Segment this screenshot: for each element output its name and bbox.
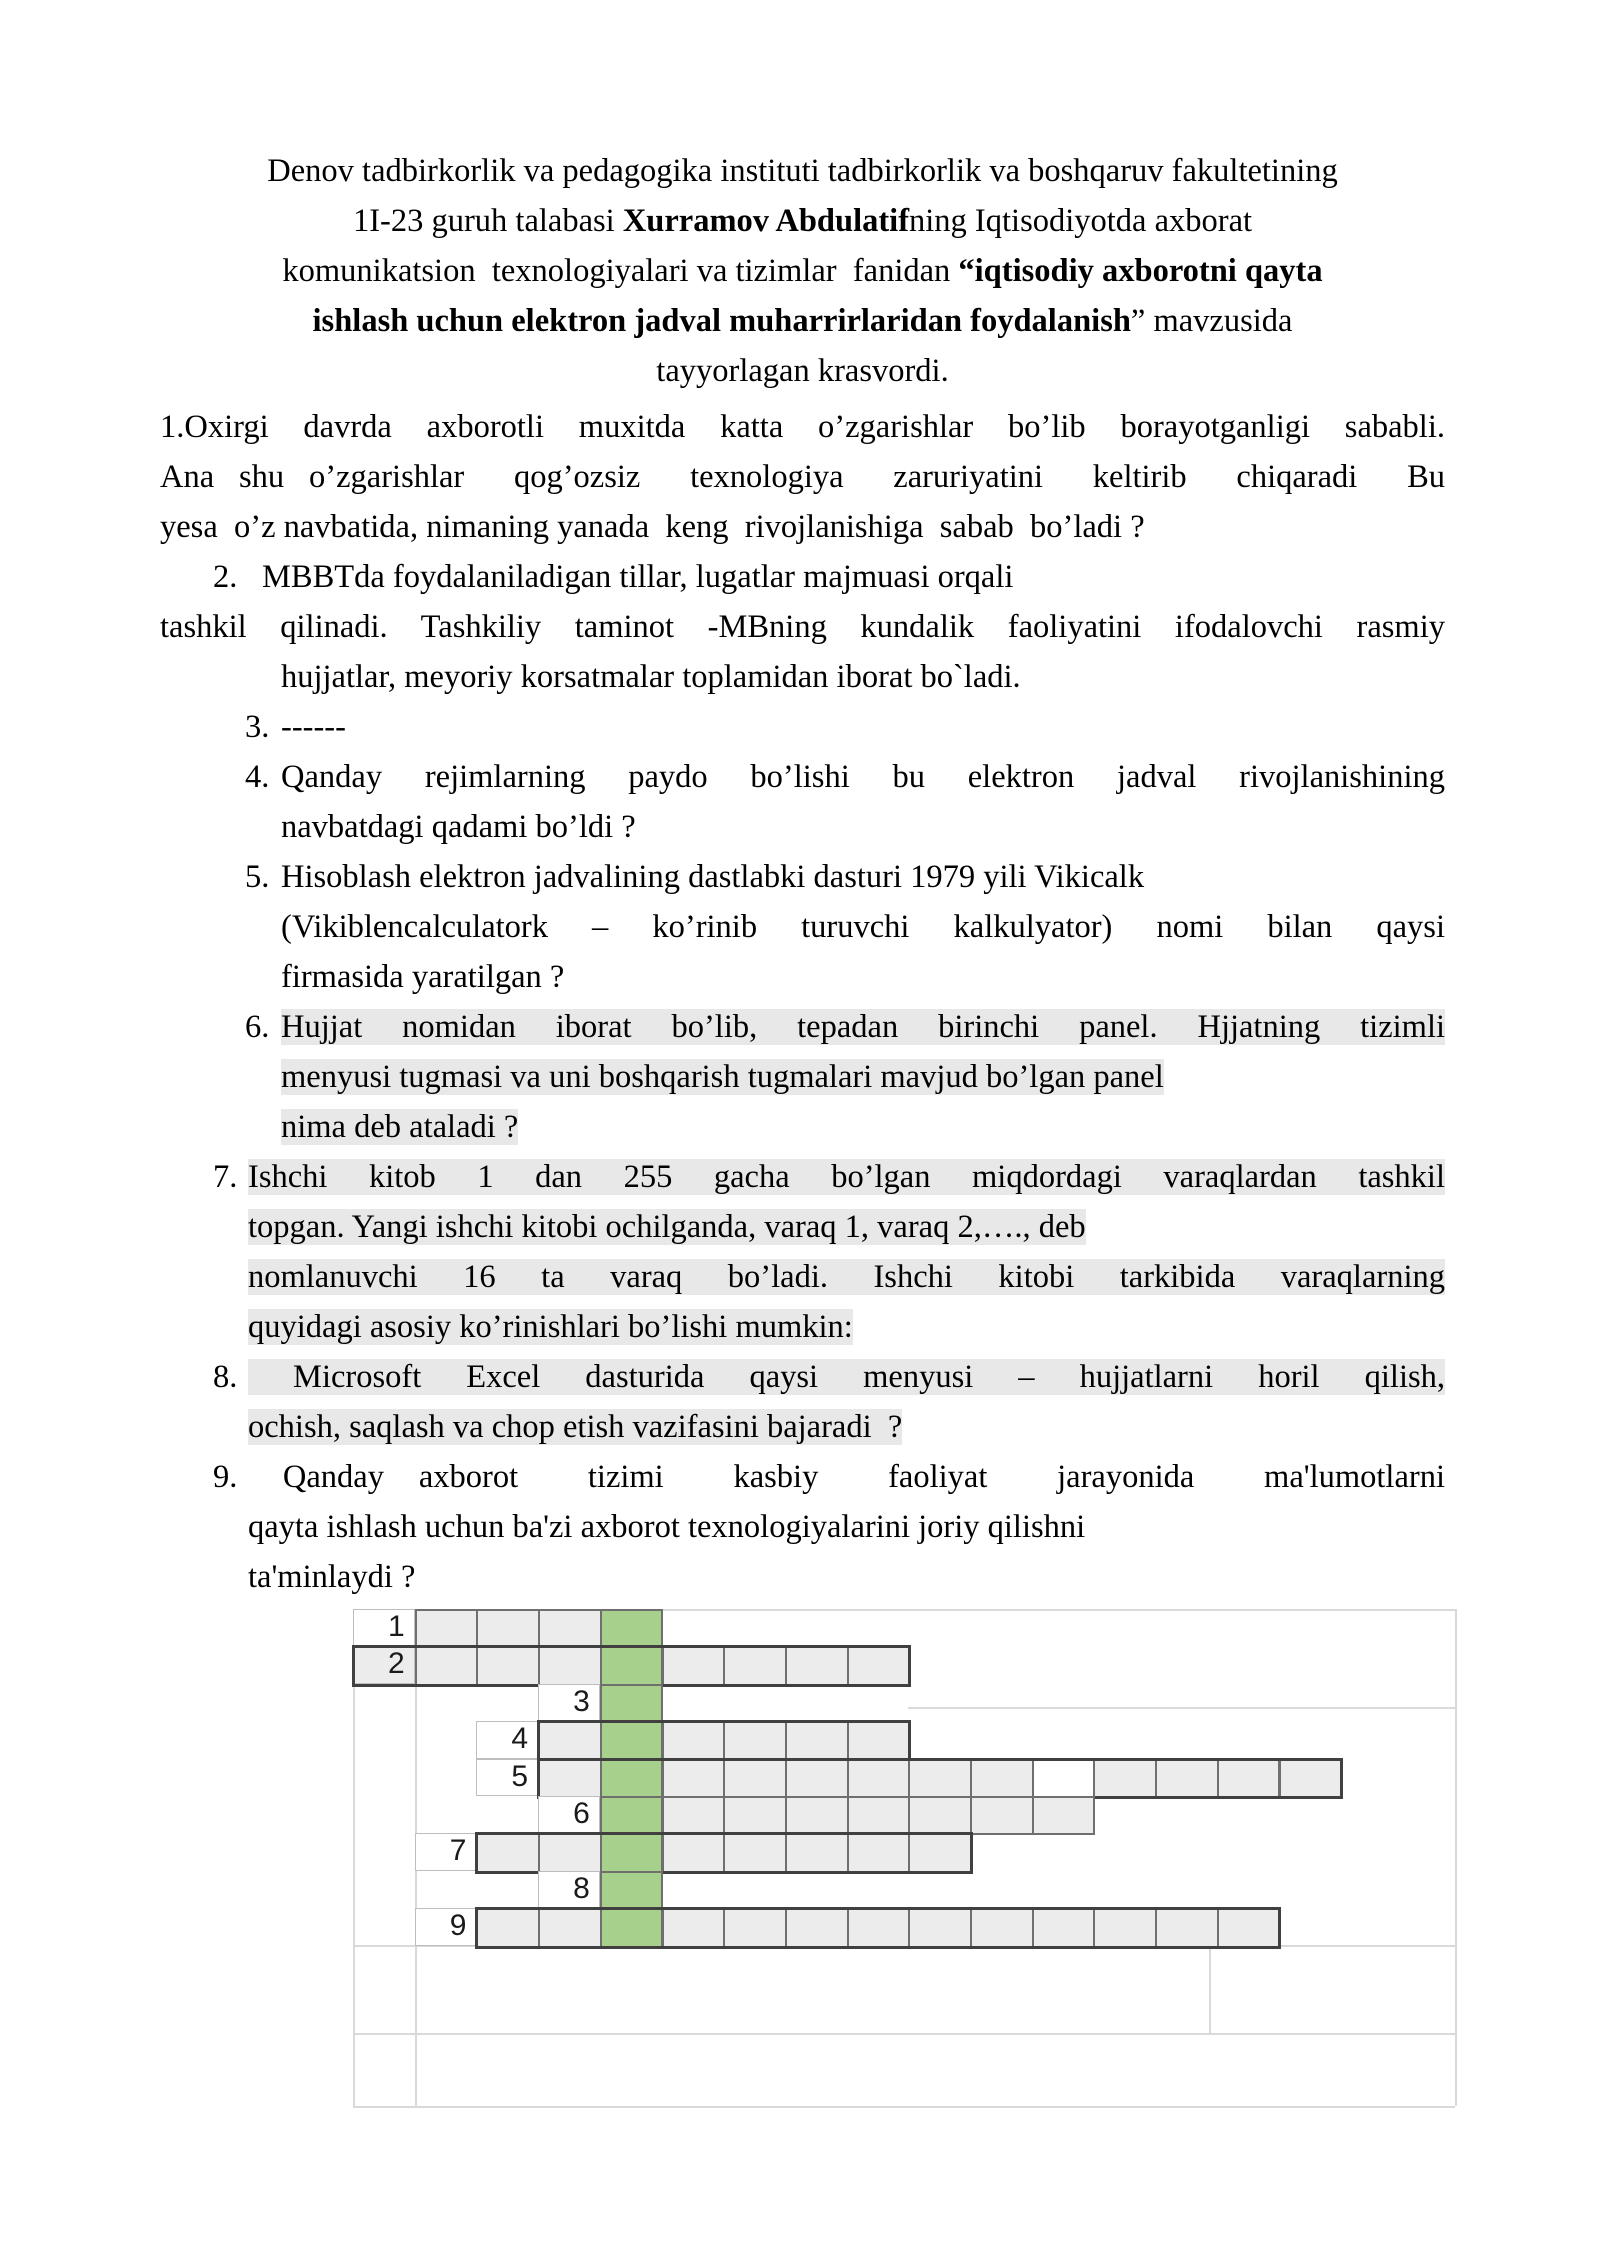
highlighted-question-text: topgan. Yangi ishchi kitobi ochilganda, varaq 1, varaq 2,…., deb	[248, 1209, 1086, 1245]
text-line	[0, 702, 1600, 752]
question-text-container	[248, 1552, 1445, 1602]
question-number: 5.	[245, 859, 270, 895]
crossword-letter-cell	[1155, 1759, 1219, 1798]
text-line	[0, 652, 1600, 702]
crossword-letter-cell	[476, 1908, 540, 1947]
question-text: navbatdagi qadami bo’ldi ?	[281, 809, 636, 845]
crossword-letter-cell	[538, 1721, 602, 1760]
title-text: 1I-23 guruh talabasi	[352, 203, 623, 239]
text-line	[0, 1202, 1600, 1252]
text-line	[0, 602, 1600, 652]
question-text-container	[248, 1202, 1445, 1252]
question-text-container	[160, 502, 1445, 552]
title-line	[160, 246, 1445, 296]
text-line	[0, 902, 1600, 952]
question-number: 7.	[213, 1159, 238, 1195]
question-text-container	[248, 1402, 1445, 1452]
title-text: Denov tadbirkorlik va pedagogika instituti tadbirkorlik va boshqaruv fakultetining	[267, 153, 1338, 189]
text-line	[0, 1402, 1600, 1452]
question-text: yesa o’z navbatida, nimaning yanada keng rivojlanishiga sabab bo’ladi ?	[160, 509, 1145, 545]
crossword-letter-cell	[476, 1833, 540, 1872]
crossword-letter-cell	[785, 1759, 849, 1798]
question-text: qayta ishlash uchun ba'zi axborot texnologiyalarini joriy qilishni	[248, 1509, 1086, 1545]
question-text-container	[281, 952, 1445, 1002]
crossword-letter-cell	[785, 1796, 849, 1835]
crossword-answer-cell	[600, 1908, 664, 1947]
question-text-container	[248, 1352, 1445, 1402]
text-line	[0, 1302, 1600, 1352]
question-text: hujjatlar, meyoriy korsatmalar toplamidan iborat bo`ladi.	[281, 659, 1021, 695]
crossword-row-label: 4	[476, 1721, 538, 1758]
question-text-container	[160, 602, 1445, 652]
question-text: (Vikiblencalculatork – ko’rinib turuvchi kalkulyator) nomi bilan qaysi	[281, 909, 1445, 945]
text-line	[0, 1352, 1600, 1402]
crossword-letter-cell	[1032, 1908, 1096, 1947]
highlighted-question-text: ochish, saqlash va chop etish vazifasini bajaradi ?	[248, 1409, 903, 1445]
crossword-letter-cell	[662, 1908, 726, 1947]
crossword-letter-cell	[723, 1796, 787, 1835]
question-text-container	[262, 552, 1445, 602]
crossword-letter-cell	[847, 1646, 911, 1685]
crossword-answer-cell	[600, 1609, 664, 1648]
crossword-letter-cell	[538, 1646, 602, 1685]
question-text-container	[281, 752, 1445, 802]
highlighted-question-text: Microsoft Excel dasturida qaysi menyusi – hujjatlarni horil qilish,	[248, 1359, 1445, 1395]
question-text: Hisoblash elektron jadvalining dastlabki dasturi 1979 yili Vikicalk	[281, 859, 1145, 895]
text-line	[0, 1102, 1600, 1152]
crossword-letter-cell	[908, 1796, 972, 1835]
question-text-container	[281, 852, 1445, 902]
question-text-container	[248, 1302, 1445, 1352]
title-line	[160, 296, 1445, 346]
crossword-row-label: 1	[353, 1609, 415, 1646]
text-line	[0, 552, 1600, 602]
title-text: ” mavzusida	[1130, 303, 1293, 339]
question-text-container	[248, 1452, 1445, 1502]
text-line	[0, 502, 1600, 552]
question-text: tashkil qilinadi. Tashkiliy taminot -MBning kundalik faoliyatini ifodalovchi rasmiy	[160, 609, 1445, 645]
text-line	[0, 752, 1600, 802]
title-text: komunikatsion texnologiyalari va tizimlar fanidan	[282, 253, 959, 289]
crossword-letter-cell	[847, 1833, 911, 1872]
crossword-letter-cell	[723, 1759, 787, 1798]
question-number: 2.	[213, 559, 238, 595]
crossword-letter-cell	[785, 1646, 849, 1685]
title-text: tayyorlagan krasvordi.	[656, 353, 949, 389]
crossword-letter-cell	[538, 1908, 602, 1947]
crossword-row-label: 6	[538, 1796, 600, 1833]
question-text-container	[281, 1102, 1445, 1152]
text-line	[0, 1502, 1600, 1552]
crossword-answer-cell	[600, 1871, 664, 1910]
crossword-letter-cell	[847, 1721, 911, 1760]
crossword-letter-cell	[785, 1833, 849, 1872]
crossword-answer-cell	[600, 1759, 664, 1798]
highlighted-question-text: Ishchi kitob 1 dan 255 gacha bo’lgan miqdordagi varaqlardan tashkil	[248, 1159, 1445, 1195]
crossword-answer-cell	[600, 1646, 664, 1685]
question-text-container	[281, 1002, 1445, 1052]
text-line	[0, 802, 1600, 852]
crossword-row-label: 8	[538, 1871, 600, 1908]
crossword-letter-cell	[1093, 1908, 1157, 1947]
crossword-letter-cell	[538, 1609, 602, 1648]
crossword-letter-cell	[847, 1908, 911, 1947]
highlighted-question-text: nomlanuvchi 16 ta varaq bo’ladi. Ishchi kitobi tarkibida varaqlarning	[248, 1259, 1445, 1295]
crossword-letter-cell	[908, 1759, 972, 1798]
title-line	[160, 146, 1445, 196]
spreadsheet-gridline	[353, 2106, 1455, 2108]
text-line	[0, 852, 1600, 902]
question-text-container	[281, 802, 1445, 852]
crossword-letter-cell	[785, 1721, 849, 1760]
question-text-container	[281, 702, 1445, 752]
question-number: 6.	[245, 1009, 270, 1045]
question-text: 1.Oxirgi davrda axborotli muxitda katta o’zgarishlar bo’lib borayotganligi sababli.	[160, 409, 1445, 445]
question-text-container	[281, 652, 1445, 702]
text-line	[0, 1552, 1600, 1602]
title-text: ning Iqtisodiyotda axborat	[909, 203, 1253, 239]
spreadsheet-gridline	[353, 2033, 1455, 2035]
crossword-letter-cell	[662, 1646, 726, 1685]
title-line	[160, 196, 1445, 246]
highlighted-question-text: quyidagi asosiy ko’rinishlari bo’lishi mumkin:	[248, 1309, 853, 1345]
crossword-row-label: 5	[476, 1759, 538, 1796]
question-number: 9.	[213, 1459, 238, 1495]
spreadsheet-gridline	[1209, 1945, 1211, 2033]
question-text-container	[160, 452, 1445, 502]
crossword-letter-cell	[723, 1721, 787, 1760]
question-text: ta'minlaydi ?	[248, 1559, 416, 1595]
crossword-letter-cell	[415, 1609, 479, 1648]
crossword-letter-cell	[1155, 1908, 1219, 1947]
text-line	[0, 952, 1600, 1002]
text-line	[0, 452, 1600, 502]
title-line	[160, 346, 1445, 396]
question-text-container	[160, 402, 1445, 452]
crossword-letter-cell	[1032, 1796, 1096, 1835]
crossword-letter-cell	[662, 1721, 726, 1760]
crossword-letter-cell	[1217, 1759, 1281, 1798]
text-line	[0, 1252, 1600, 1302]
highlighted-question-text: menyusi tugmasi va uni boshqarish tugmalari mavjud bo’lgan panel	[281, 1059, 1164, 1095]
question-text: MBBTda foydalaniladigan tillar, lugatlar majmuasi orqali	[262, 559, 1014, 595]
crossword-letter-cell	[538, 1833, 602, 1872]
spreadsheet-gridline	[415, 1684, 417, 2106]
crossword-letter-cell	[415, 1646, 479, 1685]
crossword-answer-cell	[600, 1796, 664, 1835]
crossword-letter-cell	[970, 1908, 1034, 1947]
text-line	[0, 1152, 1600, 1202]
crossword-letter-cell	[908, 1833, 972, 1872]
crossword-gap-cell	[1032, 1759, 1096, 1798]
spreadsheet-gridline	[908, 1707, 1455, 1709]
crossword-letter-cell	[723, 1833, 787, 1872]
text-line	[0, 402, 1600, 452]
spreadsheet-gridline	[1455, 1609, 1457, 2106]
question-number: 8.	[213, 1359, 238, 1395]
crossword-letter-cell	[662, 1759, 726, 1798]
crossword-answer-cell	[600, 1684, 664, 1723]
question-text: ------	[281, 709, 346, 745]
highlighted-question-text: nima deb ataladi ?	[281, 1109, 519, 1145]
question-text-container	[281, 1052, 1445, 1102]
crossword-row-label: 9	[415, 1908, 477, 1945]
question-number: 4.	[245, 759, 270, 795]
crossword-letter-cell	[785, 1908, 849, 1947]
question-text-container	[248, 1152, 1445, 1202]
question-text: Qanday rejimlarning paydo bo’lishi bu elektron jadval rivojlanishining	[281, 759, 1445, 795]
question-text-container	[248, 1502, 1445, 1552]
question-text: Qanday axborot tizimi kasbiy faoliyat jarayonida ma'lumotlarni	[248, 1459, 1445, 1495]
crossword-letter-cell	[538, 1759, 602, 1798]
crossword-letter-cell	[662, 1833, 726, 1872]
crossword-letter-cell	[847, 1759, 911, 1798]
crossword-letter-cell	[908, 1908, 972, 1947]
question-text-container	[281, 902, 1445, 952]
crossword-row-label: 2	[353, 1646, 415, 1683]
text-line	[0, 1052, 1600, 1102]
crossword-row-label: 7	[415, 1833, 477, 1870]
question-text: Ana shu o’zgarishlar qog’ozsiz texnologiya zaruriyatini keltirib chiqaradi Bu	[160, 459, 1445, 495]
crossword-letter-cell	[476, 1646, 540, 1685]
question-text-container	[248, 1252, 1445, 1302]
question-text: firmasida yaratilgan ?	[281, 959, 565, 995]
crossword-letter-cell	[476, 1609, 540, 1648]
crossword-letter-cell	[1279, 1759, 1343, 1798]
text-line	[0, 1452, 1600, 1502]
crossword-row-label: 3	[538, 1684, 600, 1721]
crossword-letter-cell	[970, 1759, 1034, 1798]
title-bold-text: Xurramov Abdulatif	[622, 203, 910, 239]
title-block	[160, 146, 1445, 396]
highlighted-question-text: Hujjat nomidan iborat bo’lib, tepadan birinchi panel. Hjjatning tizimli	[281, 1009, 1445, 1045]
title-bold-text: ishlash uchun elektron jadval muharrirlaridan foydalanish	[312, 303, 1131, 339]
crossword-letter-cell	[847, 1796, 911, 1835]
title-bold-text: “iqtisodiy axborotni qayta	[958, 253, 1323, 289]
question-number: 3.	[245, 709, 270, 745]
crossword-letter-cell	[970, 1796, 1034, 1835]
text-line	[0, 1002, 1600, 1052]
crossword-answer-cell	[600, 1833, 664, 1872]
crossword-letter-cell	[723, 1646, 787, 1685]
crossword-letter-cell	[662, 1796, 726, 1835]
crossword-answer-cell	[600, 1721, 664, 1760]
crossword-letter-cell	[1217, 1908, 1281, 1947]
crossword-letter-cell	[1093, 1759, 1157, 1798]
crossword-letter-cell	[723, 1908, 787, 1947]
